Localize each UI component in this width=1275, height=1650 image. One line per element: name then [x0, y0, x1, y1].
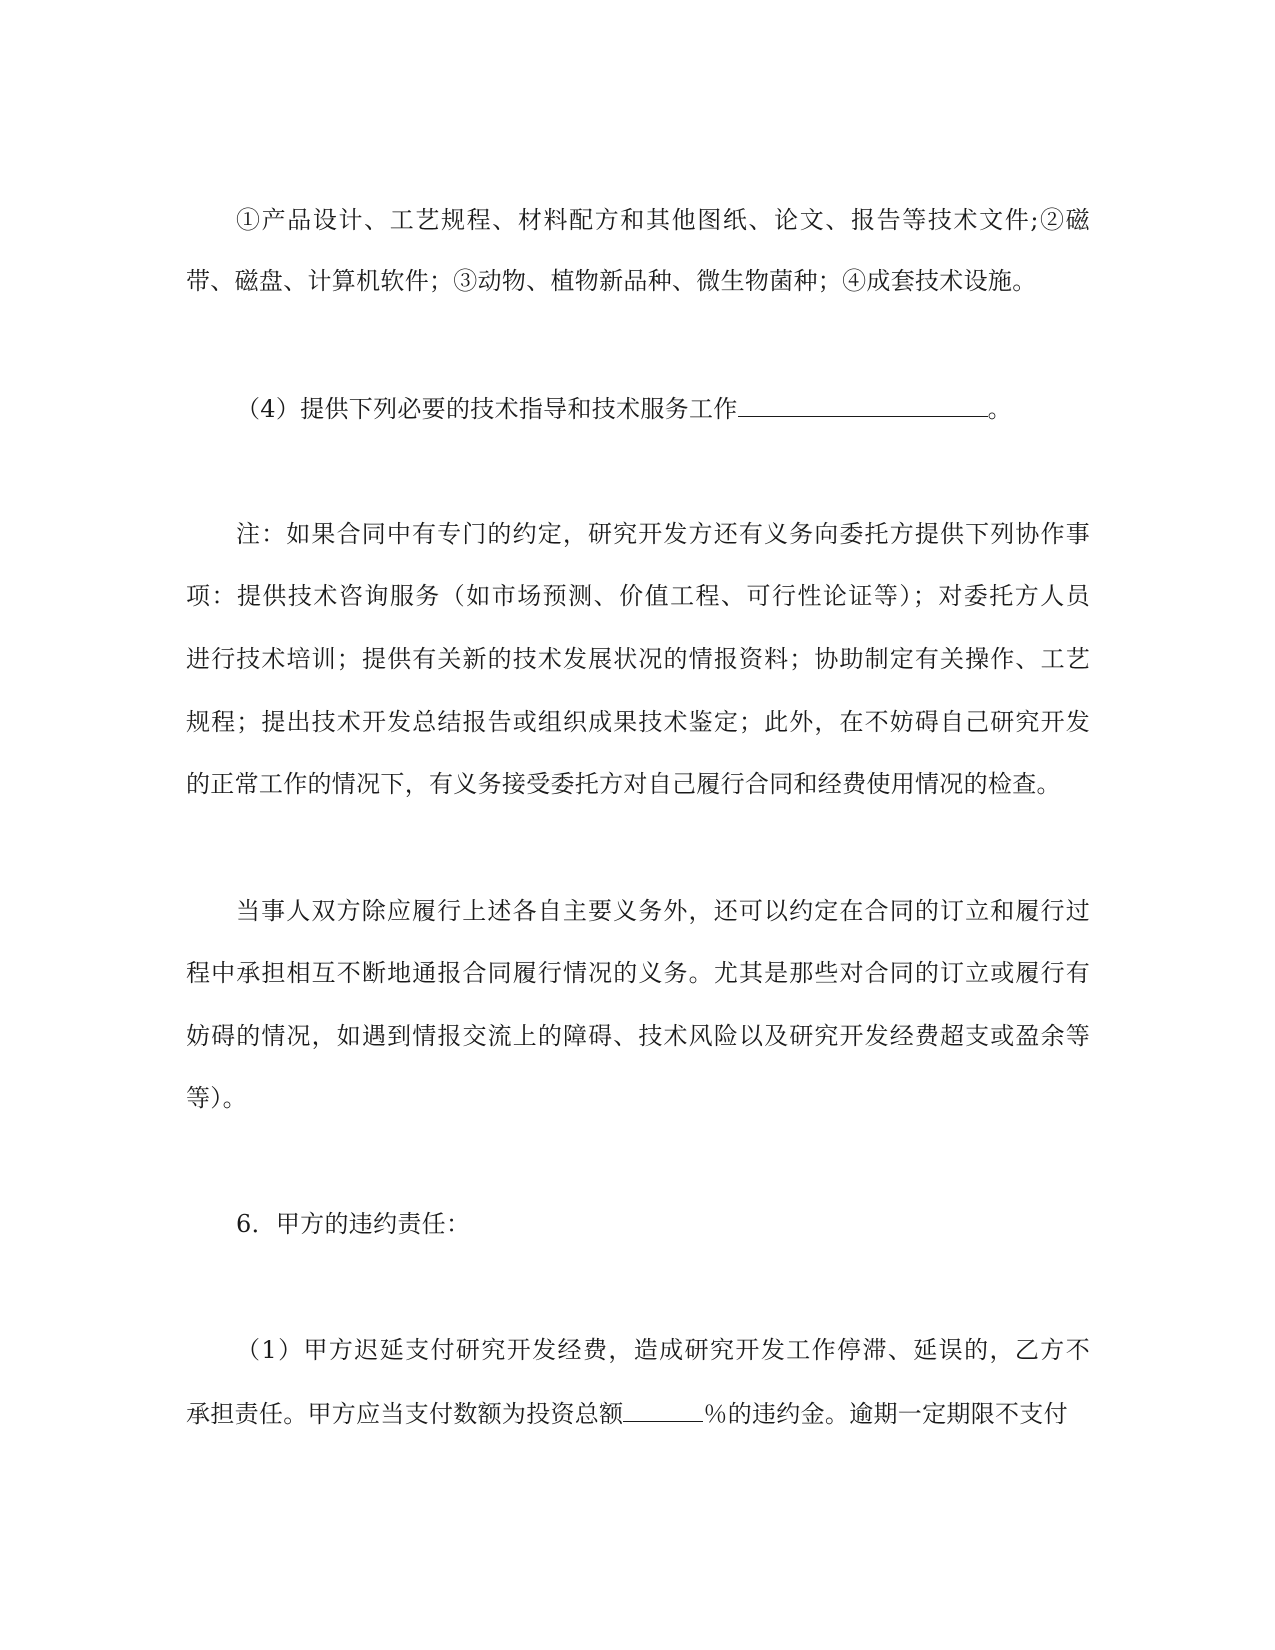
clause-line: （1）甲方迟延支付研究开发经费，造成研究开发工作停滞、延误的，乙方不	[236, 1336, 1090, 1364]
paragraph-line: 等）。	[186, 1084, 247, 1112]
section-heading: 6．甲方的违约责任：	[236, 1210, 471, 1238]
paragraph-line: 妨碍的情况，如遇到情报交流上的障碍、技术风险以及研究开发经费超支或盈余等	[186, 1022, 1090, 1050]
clause-line	[186, 1397, 1090, 1430]
technical-guidance-item	[236, 392, 1140, 425]
clause-text: 承担责任。甲方应当支付数额为投资总额	[186, 1400, 624, 1428]
note-line: 项：提供技术咨询服务（如市场预测、价值工程、可行性论证等）；对委托方人员	[186, 582, 1090, 610]
item-end: 。	[987, 395, 1012, 423]
note-line: 的正常工作的情况下，有义务接受委托方对自己履行合同和经费使用情况的检查。	[186, 770, 1061, 798]
percentage-blank	[623, 1397, 703, 1422]
note-line: 注：如果合同中有专门的约定，研究开发方还有义务向委托方提供下列协作事	[236, 520, 1090, 548]
item-text: （4）提供下列必要的技术指导和技术服务工作	[236, 395, 738, 423]
fill-in-blank	[738, 392, 988, 417]
paragraph-line: 程中承担相互不断地通报合同履行情况的义务。尤其是那些对合同的订立或履行有	[186, 959, 1090, 987]
note-line: 进行技术培训；提供有关新的技术发展状况的情报资料；协助制定有关操作、工艺	[186, 645, 1090, 673]
paragraph-line: ①产品设计、工艺规程、材料配方和其他图纸、论文、报告等技术文件;②磁	[236, 206, 1090, 234]
clause-text: ％的违约金。逾期一定期限不支付	[703, 1400, 1068, 1428]
paragraph-line: 带、磁盘、计算机软件；③动物、植物新品种、微生物菌种；④成套技术设施。	[186, 267, 1037, 295]
note-line: 规程；提出技术开发总结报告或组织成果技术鉴定；此外，在不妨碍自己研究开发	[186, 708, 1090, 736]
paragraph-line: 当事人双方除应履行上述各自主要义务外，还可以约定在合同的订立和履行过	[236, 897, 1090, 925]
